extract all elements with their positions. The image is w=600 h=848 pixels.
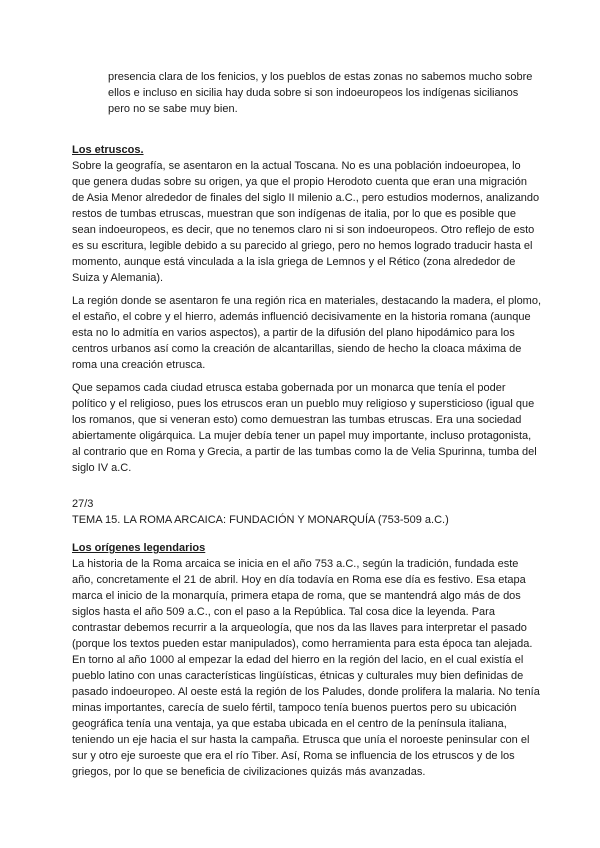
intro-paragraph: presencia clara de los fenicios, y los pueblos de estas zonas no sabemos mucho sobre ellos e incluso en sicilia hay duda sobre si son indoeuropeos los indígenas sicilianos pero no se sabe muy bien.	[108, 71, 533, 115]
origins-paragraph: La historia de la Roma arcaica se inicia en el año 753 a.C., según la tradición, fundada este año, concretamente el 21 de abril. Hoy en día todavía en Roma ese día es festivo. Esa etapa marca el inicio de la monarquía, primera etapa de roma, que se mantendrá algo más de dos siglos hasta el año 509 a.C., con el paso a la República. Tal cosa dice la leyenda. Para contrastar debemos recurrir a la arqueología, que nos da las llaves para interpretar el pasado (porque los textos pueden estar manipulados), como herramienta para esta época tan alejada. En torno al año 1000 al empezar la edad del hierro en la región del lacio, en el cual existía el pueblo latino con unas características lingüísticas, étnicas y culturales muy bien definidas de pasado indoeuropeo. Al oeste está la región de los Paludes, donde prolifera la malaria. No tenía minas importantes, carecía de suelo fértil, tampoco tenía buenos puertos pero su ubicación geográfica tenía una ventaja, ya que estaba ubicada en el centro de la península italiana, teniendo un eje hacia el sur hasta la campaña. Etrusca que unía el noroeste peninsular con el sur y otro eje suroeste que era el río Tiber. Así, Roma se influencia de los etruscos y de los griegos, por lo que se beneficia de civilizaciones quizás más avanzadas.	[72, 558, 540, 778]
section-heading-origins: Los orígenes legendarios	[72, 542, 206, 554]
topic-title: TEMA 15. LA ROMA ARCAICA: FUNDACIÓN Y MONARQUÍA (753-509 a.C.)	[72, 514, 449, 526]
section-heading-etruscans: Los etruscos.	[72, 144, 144, 156]
etruscans-paragraph-1: Sobre la geografía, se asentaron en la actual Toscana. No es una población indoeuropea, lo que genera dudas sobre su origen, ya que el propio Herodoto cuenta que eran una migración de Asia Menor alrededor de finales del siglo II milenio a.C., pero estudios modernos, analizando restos de tumbas etruscas, muestran que son indígenas de italia, por lo que es posible que sean indoeuropeos, es decir, que no tenemos claro ni si son indoeuropeos. Otro reflejo de esto es su escritura, legible debido a su parecido al griego, pero no hemos logrado traducir hasta el momento, aunque está vinculada a la isla griega de Lemnos y el Rético (zona alrededor de Suiza y Alemania).	[72, 160, 540, 284]
date-line: 27/3	[72, 498, 94, 510]
etruscans-paragraph-3: Que sepamos cada ciudad etrusca estaba gobernada por un monarca que tenía el poder político y el religioso, pues los etruscos eran un pueblo muy religioso y supersticioso (igual que los romanos, que si veneran esto) como demuestran las tumbas etruscas. Era una sociedad abiertamente oligárquica. La mujer debía tener un papel muy importante, incluso protagonista, al contrario que en Roma y Grecia, a partir de las tumbas como la de Velia Spurinna, tumba del siglo IV a.C.	[72, 382, 537, 474]
etruscans-paragraph-2: La región donde se asentaron fe una región rica en materiales, destacando la madera, el plomo, el estaño, el cobre y el hierro, además influenció decisivamente en la historia romana (aunque esta no lo admitía en varios aspectos), a partir de la difusión del plano hipodámico para los centros urbanos así como la creación de alcantarillas, siendo de hecho la cloaca máxima de roma una creación etrusca.	[72, 295, 542, 371]
